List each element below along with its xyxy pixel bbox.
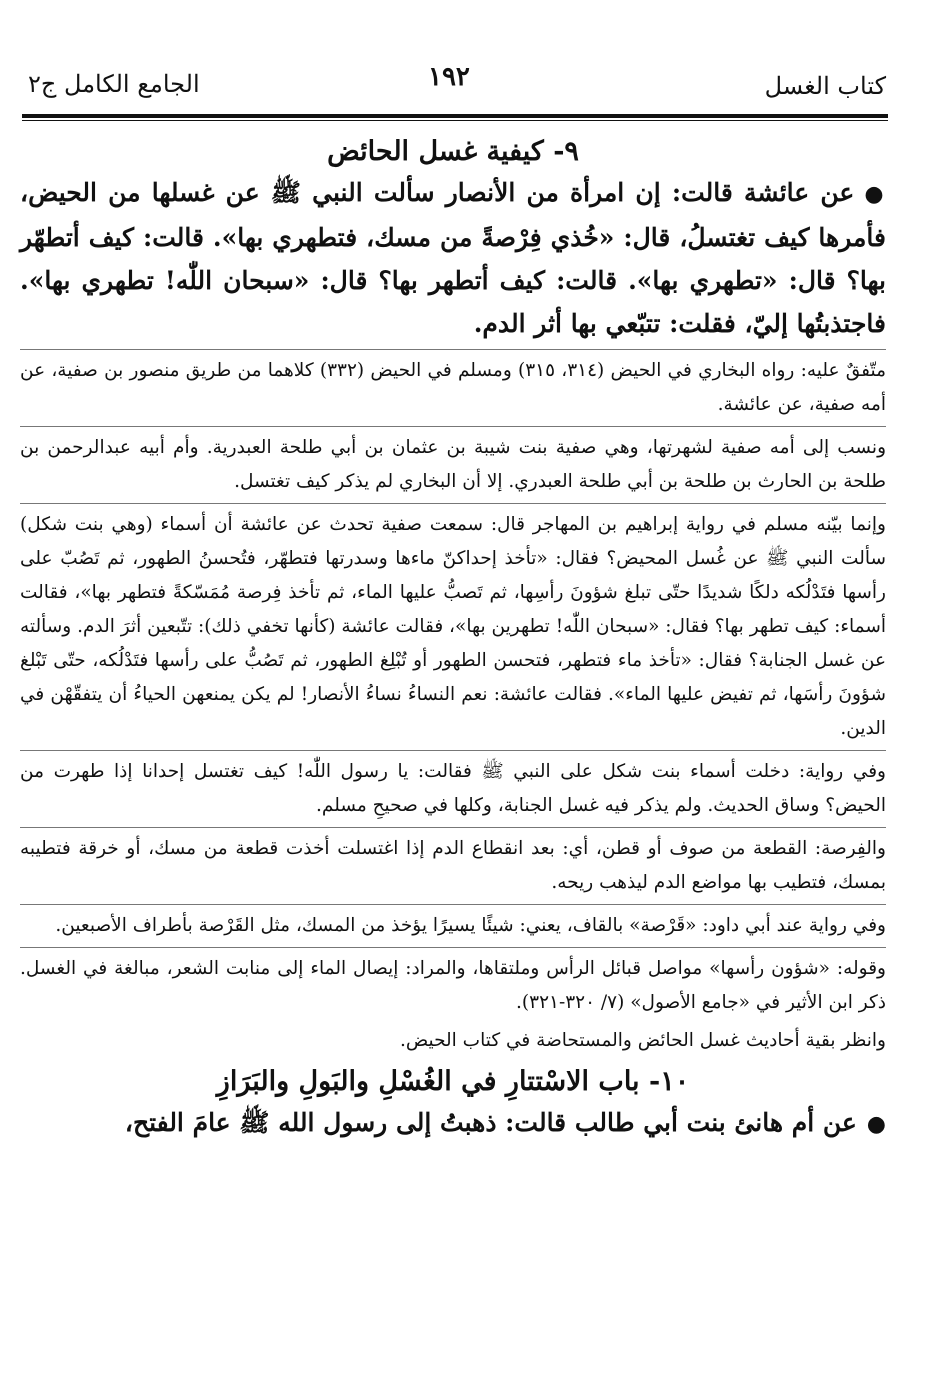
note-see-also: وانظر بقية أحاديث غسل الحائض والمستحاضة في كتاب الحيض.	[399, 1030, 886, 1051]
header-rule-thin	[22, 120, 888, 121]
section-9-hadith	[20, 171, 886, 345]
note-riwaya-2: وفي رواية: دخلت أسماء بنت شكل على النبي ﷺ فقالت: يا رسول اللّٰه! كيف تغتسل إحدانا إذا طهرت من الحيض؟ وساق الحديث. ولم يذكر فيه غسل الجنابة، وكلها في صحيحِ مسلم.	[20, 761, 886, 816]
header-rule-thick	[22, 114, 888, 118]
hadith-text: عن أم هانئ بنت أبي طالب قالت: ذهبتُ إلى رسول الله ﷺ عامَ الفتح،	[124, 1108, 857, 1137]
section-9-title: ٩- كيفية غسل الحائض	[327, 136, 579, 167]
note-muslim-riwaya: وإنما بيّنه مسلم في رواية إبراهيم بن المهاجر قال: سمعت صفية تحدث عن عائشة أن أسماء (وهي بنت شكل) سألت النبي ﷺ عن غُسل المحيض؟ فقال: «تأخذ إحداكنّ ماءها وسدرتها فتطهّر، فتُحسنُ الطهور، ثم تَصُبّ على رأسها فتَدْلُكه دلكًا شديدًا حتّى تبلغ شؤونَ رأسِها، ثم تَصبُّ عليها الماء، ثم تأخذ فِرصة مُمَسّكةً فتطهر بها»، فقالت أسماء: كيف تطهر بها؟ فقال: «سبحان اللّٰه! تطهرين بها»، فقالت عائشة (كأنها تخفي ذلك): تتّبعين أثرَ الدم. وسألته عن غسل الجنابة؟ فقال: «تأخذ ماء فتطهر، فتحسن الطهور أو تُبْلِغ الطهور، ثم تَصُبُّ على رأسها فتَدْلُكه، حتّى تَبْلغ شؤونَ رأسَها، ثم تفيض عليها الماء». فقالت عائشة: نعم النساءُ نساءُ الأنصار! لم يكن يمنعهن الحياءُ أن يتفقّهْن في الدين.	[20, 514, 886, 739]
divider	[20, 426, 886, 427]
note-firsa: والفِرصة: القطعة من صوف أو قطن، أي: بعد انقطاع الدم إذا اغتسلت أخذت قطعة من مسك، أو خرقة فتطيبه بمسك، فتطيب بها مواضع الدم ليذهب ريحه.	[20, 838, 886, 893]
page-number: ١٩٢	[428, 62, 470, 92]
book-title: الجامع الكامل ج٢	[28, 70, 200, 98]
divider	[20, 904, 886, 905]
page-body	[20, 128, 886, 1150]
chapter-title: كتاب الغسل	[764, 72, 886, 100]
section-10-title: ١٠- باب الاسْتتارِ في الغُسْلِ والبَولِ والبَرَازِ	[216, 1066, 690, 1097]
divider	[20, 503, 886, 504]
hadith-text: عن عائشة قالت: إن امرأة من الأنصار سألت النبي ﷺ عن غسلها من الحيض، فأمرها كيف تغتسلُ، قال: «خُذي فِرْصةً من مسك، فتطهري بها». قالت: كيف أتطهّر بها؟ قال: «تطهري بها». قالت: كيف أتطهر بها؟ قال: «سبحان اللّٰه! تطهري بها». فاجتذبتُها إليّ، فقلت: تتبّعي بها أثر الدم.	[20, 178, 886, 338]
note-takhrij: متّفقٌ عليه: رواه البخاري في الحيض (٣١٤، ٣١٥) ومسلم في الحيض (٣٣٢) كلاهما من طريق منصور بن صفية، عن أمه صفية، عن عائشة.	[20, 360, 886, 415]
note-shuun: وقوله: «شؤون رأسها» مواصل قبائل الرأس وملتقاها، والمراد: إيصال الماء إلى منابت الشعر، مبالغة في الغسل. ذكر ابن الأثير في «جامع الأصول» (٧/ ٣٢٠-٣٢١).	[20, 958, 886, 1013]
note-nasab: ونسب إلى أمه صفية لشهرتها، وهي صفية بنت شيبة بن عثمان بن أبي طلحة العبدرية. وأم أبيه عبدالرحمن بن طلحة بن الحارث بن طلحة بن أبي طلحة العبدري. إلا أن البخاري لم يذكر كيف تغتسل.	[20, 437, 886, 492]
divider	[20, 947, 886, 948]
divider	[20, 750, 886, 751]
bullet-icon: ●	[866, 1111, 886, 1137]
divider	[20, 827, 886, 828]
note-abu-dawud: وفي رواية عند أبي داود: «قَرْصة» بالقاف، يعني: شيئًا يسيرًا يؤخذ من المسك، مثل القَرْصة بأطراف الأصبعين.	[55, 915, 886, 936]
divider	[20, 349, 886, 350]
bullet-icon: ●	[864, 181, 886, 207]
page-header	[28, 56, 886, 112]
section-10-hadith	[20, 1101, 886, 1146]
